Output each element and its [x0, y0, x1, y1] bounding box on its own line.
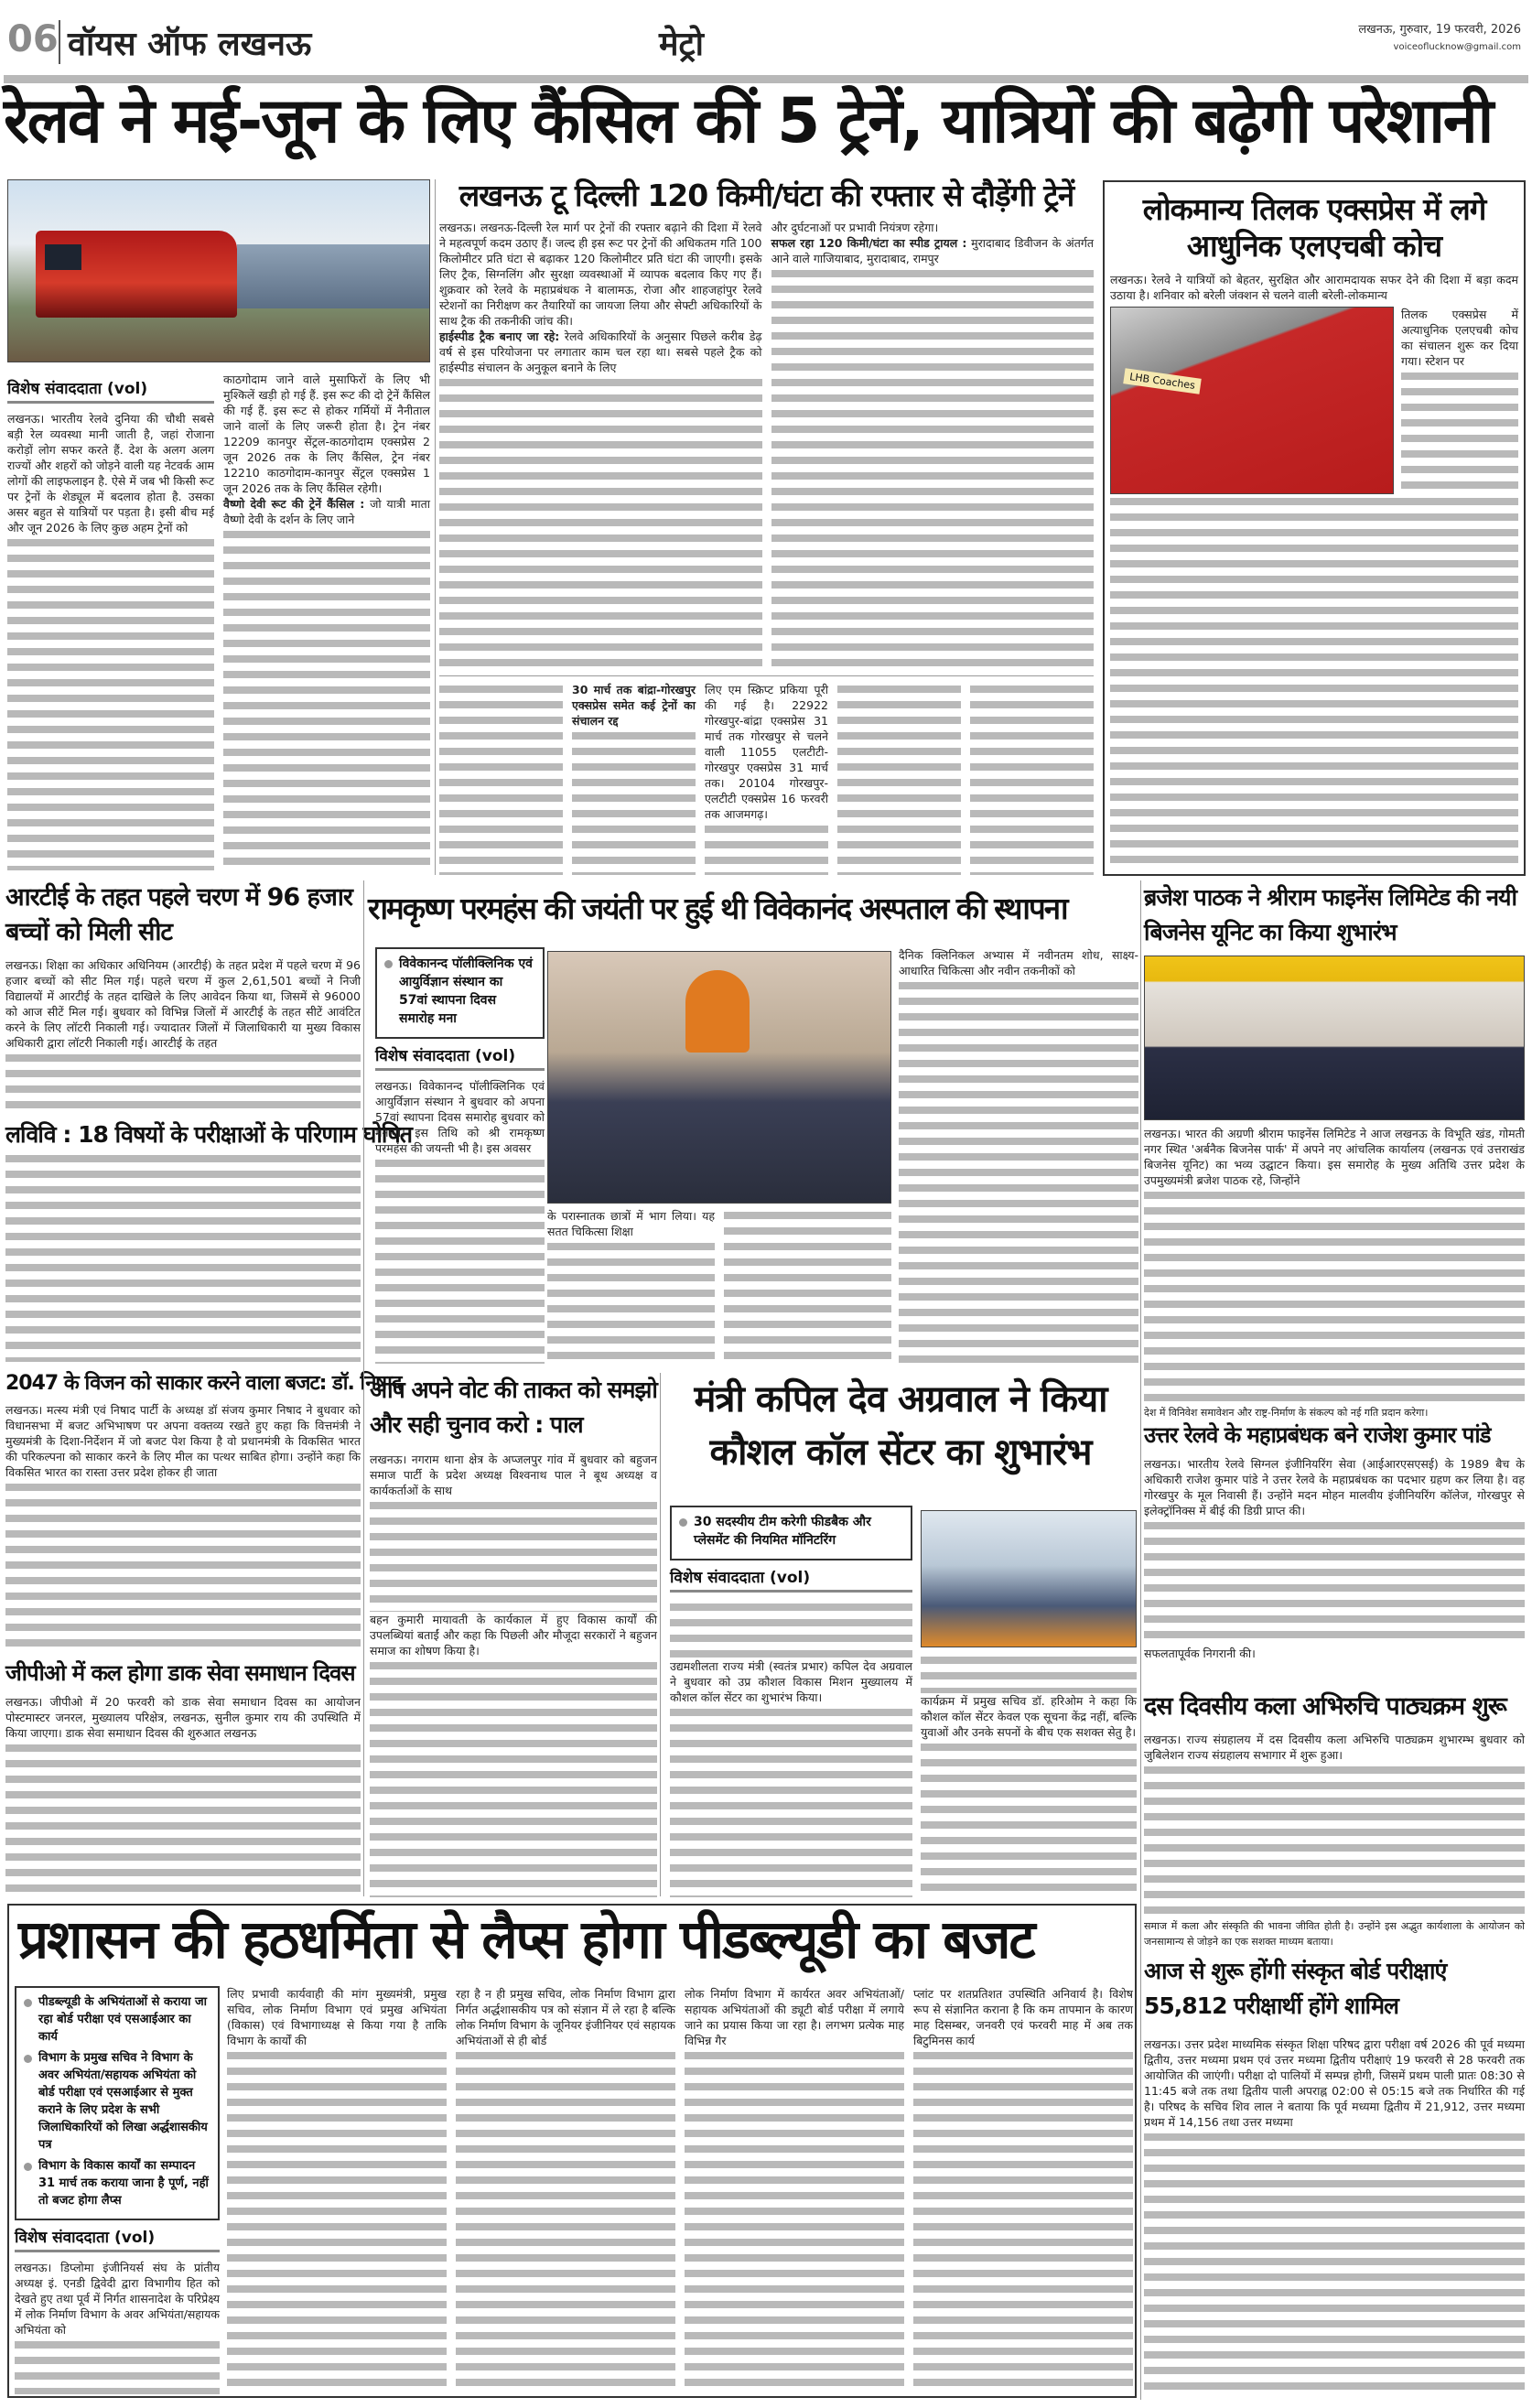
lead-body-col1: लखनऊ। भारतीय रेलवे दुनिया की चौथी सबसे बड़ी रेल व्यवस्था मानी जाती है, जहां रोजाना करोड़ों लोग सफर करते हैं. देश के अलग अलग राज्यों और शहरों को जोड़ने वाली यह नेटवर्क आम लोगों की लाइफलाइन है. ऐसे में जब भी किसी रूट पर ट्रेनों के शेड्यूल में बदलाव होता है. उसका असर बहुत से यात्रियों पर पड़ता है। इसी बीच मई और जून 2026 के लिए कुछ अहम ट्रेनों को — [7, 412, 214, 535]
nishad-story — [5, 1372, 402, 1655]
subhead: हाईस्पीड ट्रैक बनाए जा रहे: — [439, 329, 560, 344]
ramakrishna-body: लखनऊ। विवेकानन्द पॉलीक्लिनिक एवं आयुर्विज्ञान संस्थान ने बुधवार को अपना 57वां स्थापना दिवस समारोह बुधवार को मनाया। इस तिथि को श्री रामकृष्ण परमहंस की जयन्ती भी है। इस अवसर — [375, 1079, 545, 1155]
saffron-figure — [685, 970, 750, 1053]
lhb-side-text: तिलक एक्सप्रेस में अत्याधुनिक एलएचबी कोच का संचालन शुरू कर दिया गया। स्टेशन पर — [1401, 308, 1518, 368]
shriram-body: लखनऊ। भारत की अग्रणी श्रीराम फाइनेंस लिमिटेड ने आज लखनऊ के विभूति खंड, गोमती नगर स्थित 'अर्बनैक बिजनेस पार्क' में अपने नए आंचलिक कार्यालय (लखनऊ एवं उत्तराखंड बिजनेस यूनिट) का भव्य उद्घाटन किया। इस समारोह के मुख्य अतिथि उत्तर प्रदेश के उपमुख्यमंत्री ब्रजेश पाठक रहे, जिन्होंने — [1144, 1127, 1525, 1187]
ramakrishna-right-text: दैनिक क्लिनिकल अभ्यास में नवीनतम शोध, साक्ष्य-आधारित चिकित्सा और नवीन तकनीकों को — [899, 948, 1138, 977]
shriram-tail: देश में विनिवेश समावेशन और राष्ट्र-निर्माण के संकल्प को नई गति प्रदान करेगा। — [1144, 1407, 1429, 1419]
text-lines — [227, 2052, 447, 2394]
highlight-item: पीडब्ल्यूडी के अभियंताओं से कराया जा रहा बोर्ड परीक्षा एवं एसआईआर का कार्य — [24, 1993, 210, 2046]
art-story — [1144, 1693, 1525, 1949]
art-tail: समाज में कला और संस्कृति की भावना जीवित होती है। उन्होंने इस अद्भुत कार्यशाला के आयोजन को जनसामान्य से जोड़ने का एक सशक्त माध्यम बताया। — [1144, 1920, 1525, 1948]
kapil-body: उद्यमशीलता राज्य मंत्री (स्वतंत्र प्रभार) कपिल देव अग्रवाल ने बुधवार को उप्र कौशल विकास मिशन मुख्यालय में कौशल कॉल सेंटर का शुभारंभ किया। — [670, 1659, 912, 1704]
shriram-story — [1144, 880, 1525, 1420]
lu-headline: लविवि : 18 विषयों के परीक्षाओं के परिणाम घोषित — [5, 1121, 412, 1148]
photo-label: LHB Coaches — [1123, 368, 1202, 394]
speed-body-col1: लखनऊ। लखनऊ-दिल्ली रेल मार्ग पर ट्रेनों की रफ्तार बढ़ाने की दिशा में रेलवे ने महत्वपूर्ण कदम उठाए हैं। जल्द ही इस रूट पर ट्रेनों की अधिकतम गति 100 किलोमीटर प्रति घंटा से बढ़ाकर 120 किलोमीटर प्रति घंटा की जाएगी। इसके लिए ट्रैक, सिग्नलिंग और सुरक्षा व्यवस्थाओं में व्यापक बदलाव किए गए हैं। शुक्रवार को रेलवे के महाप्रबंधक ने बालामऊ, रोजा और शाहजहांपुर रेलवे स्टेशनों का निरीक्षण कर तैयारियों का जायजा लिया और सेफ्टी अधिकारियों के साथ ट्रैक की तकनीकी जांच की। — [439, 221, 762, 329]
pwd-headline: प्रशासन की हठधर्मिता से लैप्स होगा पीडब्ल्यूडी का बजट — [18, 1908, 1034, 1971]
text-lines — [771, 270, 1095, 668]
lead-headline: रेलवे ने मई-जून के लिए कैंसिल कीं 5 ट्रेनें, यात्रियों की बढ़ेगी परेशानी — [4, 85, 1493, 157]
text-lines — [5, 1484, 361, 1655]
art-body: लखनऊ। राज्य संग्रहालय में दस दिवसीय कला अभिरुचि पाठ्यक्रम शुभारम्भ बुधवार को जुबिलेशन राज्य संग्रहालय सभागार में शुरू हुआ। — [1144, 1732, 1525, 1762]
kapil-headline: मंत्री कपिल देव अग्रवाल ने किया कौशल कॉल सेंटर का शुभारंभ — [694, 1378, 1107, 1474]
nr-story — [1144, 1423, 1525, 1661]
nr-body: लखनऊ। भारतीय रेलवे सिग्नल इंजीनियरिंग सेवा (आईआरएसएसई) के 1989 बैच के अधिकारी राजेश कुमार पांडे ने उत्तर रेलवे के महाप्रबंधक का पदभार ग्रहण कर लिया है। वह गोरखपुर के मूल निवासी हैं। उन्होंने मदन मोहन मालवीय इंजीनियरिंग कॉलेज, गोरखपुर से इलेक्ट्रॉनिक्स में बीई की डिग्री प्राप्त की। — [1144, 1457, 1525, 1518]
byline: विशेष संवाददाता (vol) — [7, 377, 214, 404]
byline: विशेष संवाददाता (vol) — [670, 1566, 912, 1593]
text-lines — [670, 1709, 912, 1897]
highlight-item: 30 सदस्यीय टीम करेगी फीडबैक और प्लेसमेंट की नियमित मॉनिटरिंग — [679, 1513, 903, 1550]
text-lines — [921, 1744, 1137, 1897]
text-lines — [370, 1502, 657, 1612]
subhead-text: मुरादाबाद डिवीजन के अंतर्गत आने वाले गाजियाबाद, मुरादाबाद, रामपुर — [771, 236, 1094, 266]
text-lines — [837, 686, 961, 875]
text-lines — [1144, 1766, 1525, 1918]
section-label: मेट्रो — [659, 26, 704, 63]
pal-headline: आप अपने वोट की ताकत को समझो और सही चुनाव करो : पाल — [370, 1377, 657, 1438]
column-rule — [660, 1373, 661, 1896]
train-photo — [7, 179, 430, 362]
trains-list: लिए एम स्क्रिप्ट प्रकिया पूरी की गई है। 22922 गोरखपुर-बांद्रा एक्सप्रेस 31 मार्च तक गोरखपुर से चलने वाली 11055 एलटीटी-गोरखपुर एक्सप्रेस 31 मार्च तक। 20104 गोरखपुर-एलटीटी एक्सप्रेस 16 फरवरी तक आजमगढ़। — [705, 683, 828, 822]
subhead: वैष्णो देवी रूट की ट्रेनें कैंसिल : — [223, 497, 365, 511]
hospital-event-photo — [547, 951, 891, 1204]
sanskrit-headline: आज से शुरू होंगी संस्कृत बोर्ड परीक्षाएं 55,812 परीक्षार्थी होंगे शामिल — [1144, 1958, 1447, 2019]
kapil-body-2: कार्यक्रम में प्रमुख सचिव डॉ. हरिओम ने कहा कि कौशल कॉल सेंटर केवल एक सूचना केंद्र नहीं, बल्कि युवाओं और उनके सपनों के बीच एक सशक्त सेतु है। — [921, 1694, 1137, 1739]
ramakrishna-headline: रामकृष्ण परमहंस की जयंती पर हुई थी विवेकानंद अस्पताल की स्थापना — [368, 891, 1067, 926]
pal-story — [370, 1373, 657, 1897]
subhead: सफल रहा 120 किमी/घंटा का स्पीड ट्रायल : — [771, 236, 967, 251]
speed-story — [439, 179, 1094, 875]
text-lines — [5, 1155, 361, 1363]
text-lines — [5, 1054, 361, 1117]
column-rule — [363, 880, 364, 1896]
sanskrit-story — [1144, 1954, 1525, 2398]
pal-body: लखनऊ। नगराम थाना क्षेत्र के अप्जलपुर गांव में बुधवार को बहुजन समाज पार्टी के प्रदेश अध्यक्ष विश्वनाथ पाल ने बूथ अध्यक्ष व कार्यकर्ताओं के साथ — [370, 1452, 657, 1497]
nishad-body: लखनऊ। मत्स्य मंत्री एवं निषाद पार्टी के अध्यक्ष डॉ संजय कुमार निषाद ने बुधवार को विधानसभा में बजट अभिभाषण पर अपना वक्तव्य रखते हुए कहा कि वित्तमंत्री ने मुख्यमंत्री के दिशा-निर्देशन में जो बजट पेश किया है वो प्रधानमंत्री के विकसित भारत की परिकल्पना को साकार करने के लिए मील का पत्थर साबित होगा। उन्होंने कहा कि विकसित भारत का रास्ता उत्तर प्रदेश होकर ही जाता — [5, 1403, 361, 1480]
dateline: लखनऊ, गुरुवार, 19 फरवरी, 2026 — [1358, 23, 1521, 37]
text-lines — [913, 2052, 1133, 2394]
rte-story — [5, 880, 361, 1117]
text-lines — [1110, 498, 1518, 869]
pwd-story — [7, 1904, 1137, 2398]
text-lines — [370, 1662, 657, 1897]
email: voiceoflucknow@gmail.com — [1393, 42, 1521, 52]
nr-tail: सफलतापूर्वक निगरानी की। — [1144, 1647, 1256, 1660]
speed-headline: लखनऊ टू दिल्ली 120 किमी/घंटा की रफ्तार से दौड़ेंगी ट्रेनें — [459, 178, 1074, 213]
paper-name: वॉयस ऑफ लखनऊ — [68, 26, 312, 63]
highlight-box — [15, 1986, 220, 2220]
pwd-col5: प्लांट पर शतप्रतिशत उपस्थिति अनिवार्य है। विशेष रूप से संज्ञानित कराना है कि कम तापमान के कारण माह दिसम्बर, जनवरी एवं फरवरी माह में अब तक बिटुमिनस कार्य — [913, 1987, 1133, 2047]
gpo-body: लखनऊ। जीपीओ में 20 फरवरी को डाक सेवा समाधान दिवस का आयोजन पोस्टमास्टर जनरल, मुख्यालय परिक्षेत्र, लखनऊ, सुनील कुमार राय की उपस्थिति में किया जाएगा। डाक सेवा समाधान दिवस की शुरुआत लखनऊ — [5, 1695, 361, 1741]
text-lines — [970, 686, 1094, 875]
text-lines — [572, 732, 696, 875]
text-lines — [5, 1744, 361, 1897]
kapil-story — [664, 1373, 1137, 1897]
byline: विशेष संवाददाता (vol) — [375, 1044, 545, 1071]
text-lines — [1144, 1192, 1525, 1405]
byline: विशेष संवाददाता (vol) — [15, 2226, 220, 2252]
ramakrishna-under-text: के परास्नातक छात्रों में भाग लिया। यह सतत चिकित्सा शिक्षा — [547, 1209, 715, 1238]
text-lines — [899, 982, 1138, 1364]
speed-body-col2: और दुर्घटनाओं पर प्रभावी नियंत्रण रहेगा। — [771, 221, 939, 235]
shriram-headline: ब्रजेश पाठक ने श्रीराम फाइनेंस लिमिटेड की नयी बिजनेस यूनिट का किया शुभारंभ — [1144, 884, 1517, 945]
loco-window — [45, 244, 81, 270]
rte-body: लखनऊ। शिक्षा का अधिकार अधिनियम (आरटीई) के तहत प्रदेश में पहले चरण में 96 हजार बच्चों को सीट मिल गई। पहले चरण में कुल 2,61,501 बच्चों ने निजी विद्यालयों में आरटीई के तहत दाखिले के लिए आवेदन किया था, जिसमें से 96000 को आज सीटें मिल गई। बुधवार को विभिन्न जिलों में आरटीई के तहत सीटें आवंटित करने के लिए लॉटरी निकाली गई। ज्यादातर जिलों में जिलाधिकारी या मुख्य विकास अधिकारी द्वारा लॉटरी निकाली गई। आरटीई के तहत — [5, 958, 361, 1050]
text-lines — [921, 1657, 1137, 1693]
divider — [59, 20, 60, 64]
pal-body-2: बहन कुमारी मायावती के कार्यकाल में हुए विकास कार्यों की उपलब्धियां बताईं और कहा कि पिछली और मौजूदा सरकारों ने बहुजन समाज का शोषण किया है। — [370, 1613, 657, 1658]
nr-headline: उत्तर रेलवे के महाप्रबंधक बने राजेश कुमार पांडे — [1144, 1422, 1491, 1448]
text-lines — [7, 539, 214, 870]
header-rule — [4, 75, 1528, 83]
sanskrit-body: लखनऊ। उत्तर प्रदेश माध्यमिक संस्कृत शिक्षा परिषद द्वारा परीक्षा वर्ष 2026 की पूर्व मध्यमा द्वितीय, उत्तर मध्यमा प्रथम एवं उत्तर मध्यमा द्वितीय परीक्षाएं 19 फरवरी से 28 फरवरी तक आयोजित की जाएंगी। परीक्षा दो पालियों में सम्पन्न होगी, जिसमें प्रथम पाली प्रातः 08:30 से 11:45 बजे तक तथा द्वितीय पाली अपराह्न 02:00 से 05:15 बजे तक निर्धारित की गई है। परिषद के सचिव शिव लाल ने बताया कि पूर्व मध्यमा द्वितीय में 21,912, उत्तर मध्यमा प्रथम में 14,156 तथा उत्तर मध्यमा — [1144, 2037, 1525, 2129]
call-center-photo — [921, 1510, 1137, 1647]
subhead-text: रेलवे अधिकारियों के अनुसार पिछले करीब डेढ़ वर्ष से इस परियोजना पर लगातार काम चल रहा था। सबसे पहले ट्रैक को हाईस्पीड संचालन के अनुकूल बनाने के लिए — [439, 329, 762, 375]
lhb-headline: लोकमान्य तिलक एक्सप्रेस में लगे आधुनिक एलएचबी कोच — [1142, 191, 1486, 264]
pwd-col2: लिए प्रभावी कार्यवाही की मांग मुख्यमंत्री, प्रमुख सचिव, लोक निर्माण विभाग एवं प्रमुख अभियंता (विकास) एवं विभागाध्यक्ष से किया गया है ताकि विभाग के कार्यों की — [227, 1987, 447, 2047]
text-lines — [1401, 373, 1518, 494]
pwd-col4: लोक निर्माण विभाग में कार्यरत अवर अभियंताओं/सहायक अभियंताओं की ड्यूटी बोर्ड परीक्षा में लगाये जाने का प्रयास किया जा रहा है। लगभग प्रत्येक माह विभिन्न गैर — [685, 1987, 904, 2047]
text-lines — [670, 1604, 912, 1658]
lu-story — [5, 1121, 412, 1362]
text-lines — [375, 1160, 545, 1364]
highlight-item: विभाग के प्रमुख सचिव ने विभाग के अवर अभियंता/सहायक अभियंता को बोर्ड परीक्षा एवं एसआईआर से मुक्त कराने के लिए प्रदेश के सभी जिलाधिकारियों को लिखा अर्द्धशासकीय पत्र — [24, 2049, 210, 2154]
pwd-body: लखनऊ। डिप्लोमा इंजीनियर्स संघ के प्रांतीय अध्यक्ष इं. एनडी द्विवेदी द्वारा विभागीय हित को देखते हुए तथा पूर्व में निर्गत शासनादेश के परिप्रेक्ष्य में लोक निर्माण विभाग के अवर अभियंता/सहायक अभियंता को — [15, 2261, 221, 2337]
gpo-story — [5, 1661, 361, 1897]
text-lines — [1144, 2133, 1525, 2398]
column-rule — [1140, 880, 1141, 2400]
text-lines — [439, 379, 762, 668]
coaches-shape — [237, 244, 429, 308]
lhb-intro: लखनऊ। रेलवे ने यात्रियों को बेहतर, सुरक्षित और आरामदायक सफर देने की दिशा में बड़ा कदम उठाया है। शनिवार को बरेली जंक्शन से चलने वाली बरेली-लोकमान्य — [1110, 273, 1518, 302]
text-lines — [1144, 1522, 1525, 1646]
rte-headline: आरटीई के तहत पहले चरण में 96 हजार बच्चों को मिली सीट — [5, 883, 352, 946]
text-lines — [223, 531, 430, 870]
nishad-headline: 2047 के विजन को साकार करने वाला बजट: डॉ. निषाद — [5, 1372, 402, 1395]
masthead — [7, 16, 1527, 71]
lhb-story — [1103, 180, 1526, 876]
pwd-col3: रहा है न ही प्रमुख सचिव, लोक निर्माण विभाग द्वारा निर्गत अर्द्धशासकीय पत्र को संज्ञान में ले रहा है बल्कि लोक निर्माण विभाग के जूनियर इंजीनियर एवं सहायक अभियंताओं से ही बोर्ड — [456, 1987, 675, 2047]
ribbon-cutting-photo — [1144, 956, 1525, 1120]
text-lines — [685, 2052, 904, 2394]
lhb-coach-photo — [1110, 307, 1394, 494]
subhead-text: जो यात्री माता वैष्णो देवी के दर्शन के लिए जाने — [223, 497, 430, 526]
trains-subhead: 30 मार्च तक बांद्रा-गोरखपुर एक्सप्रेस समेत कई ट्रेनों का संचालन रद्द — [572, 683, 696, 729]
text-lines — [439, 686, 563, 875]
text-lines — [705, 826, 828, 875]
text-lines — [547, 1243, 715, 1364]
highlight-box — [670, 1506, 912, 1560]
gpo-headline: जीपीओ में कल होगा डाक सेवा समाधान दिवस — [5, 1660, 355, 1686]
text-lines — [456, 2052, 675, 2394]
highlight-item: विभाग के विकास कार्यों का सम्पादन 31 मार्च तक कराया जाना है पूर्ण, नहीं तो बजट होगा लैप्स — [24, 2157, 210, 2209]
highlight-item: विवेकानन्द पॉलीक्लिनिक एवं आयुर्विज्ञान संस्थान का 57वां स्थापना दिवस समारोह मना — [384, 955, 535, 1028]
text-lines — [15, 2341, 220, 2394]
lead-body-col2: काठगोदाम जाने वाले मुसाफिरों के लिए भी मुश्किलें खड़ी हो गई हैं. इस रूट की दो ट्रेनें कैंसिल की गई हैं. इस रूट से होकर गर्मियों में नैनीताल जाने वालों के लिए जरूरी होता है। ट्रेन नंबर 12209 कानपुर सेंट्रल-काठगोदाम एक्सप्रेस 2 जून 2026 तक के लिए कैंसिल, ट्रेन नंबर 12210 काठगोदाम-कानपुर सेंट्रल एक्सप्रेस 1 जून 2026 तक के लिए कैंसिल रहेगी। — [223, 373, 430, 495]
ramakrishna-story — [368, 892, 1138, 1364]
highlight-box — [375, 947, 545, 1039]
text-lines — [724, 1212, 891, 1364]
page-number: 06 — [7, 18, 59, 60]
lead-story — [7, 179, 430, 875]
column-rule — [435, 179, 436, 875]
art-headline: दस दिवसीय कला अभिरुचि पाठ्यक्रम शुरू — [1144, 1692, 1506, 1721]
